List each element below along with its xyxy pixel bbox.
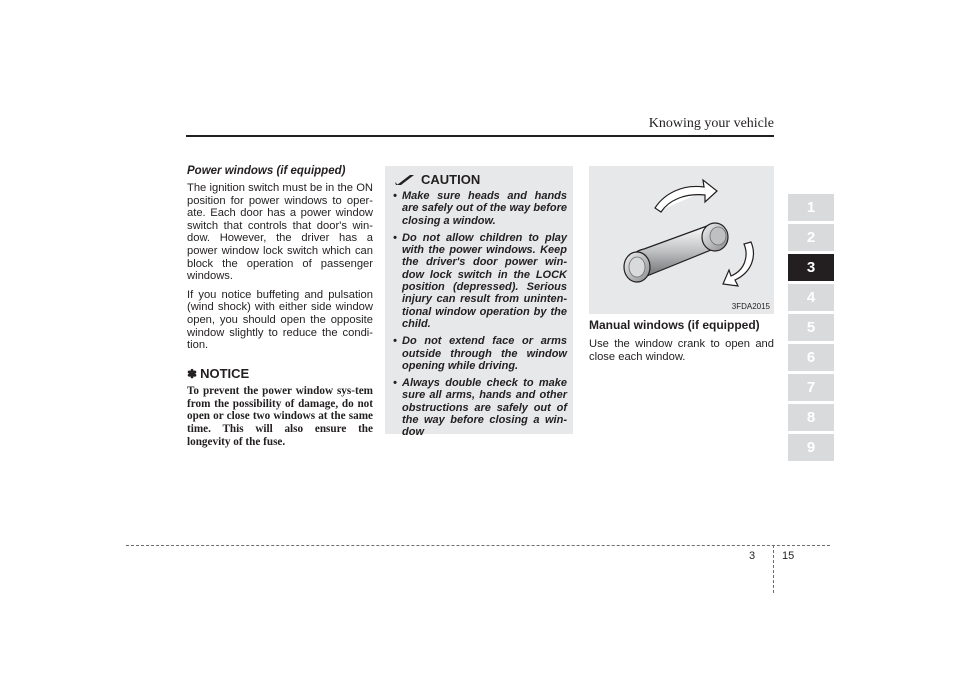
footer-divider — [773, 545, 774, 593]
section-heading: Manual windows (if equipped) — [589, 318, 760, 332]
caution-list — [393, 190, 567, 444]
bullet-icon: • — [393, 377, 397, 390]
chapter-tab-9[interactable]: 9 — [788, 434, 834, 461]
notice-heading — [187, 366, 373, 381]
chapter-tab-7[interactable]: 7 — [788, 374, 834, 401]
bullet-icon: • — [393, 190, 397, 202]
power-windows-section — [187, 165, 373, 449]
caution-pencil-icon — [395, 174, 417, 186]
manual-windows-section — [589, 318, 774, 369]
page-chapter: 3 — [749, 550, 756, 562]
chapter-tab-3[interactable]: 3 — [788, 254, 834, 281]
chapter-tab-4[interactable]: 4 — [788, 284, 834, 311]
header-rule — [186, 135, 774, 137]
footer-rule — [126, 545, 830, 546]
paragraph: The ignition switch must be in the ON position for power windows to oper-ate. Each door has a power window switch that controls that door's win-dow. However, the driver has a power window lock switch which can block the operation of passenger windows. — [187, 182, 373, 283]
caution-item: • Always double check to make sure all arms, hands and other obstructions are safely out of the way before closing a win-dow — [393, 377, 567, 439]
figure-code: 3FDA2015 — [731, 302, 770, 311]
chapter-tab-6[interactable]: 6 — [788, 344, 834, 371]
bullet-icon: • — [393, 335, 397, 348]
header-title: Knowing your vehicle — [648, 116, 774, 131]
notice-star-icon: ✽ — [187, 366, 198, 381]
notice-body: To prevent the power window sys-tem from the possibility of damage, do not open or close two windows at the same time. This will also ensure the longevity of the fuse. — [187, 384, 373, 448]
caution-title: CAUTION — [421, 172, 481, 187]
bullet-icon: • — [393, 231, 397, 244]
caution-item: • Do not extend face or arms outside through the window opening while driving. — [393, 335, 567, 372]
chapter-tabs — [788, 194, 834, 464]
paragraph: If you notice buffeting and pulsation (wind shock) with either side window open, you should open the opposite window slightly to reduce the condi-tion. — [187, 288, 373, 352]
chapter-tab-5[interactable]: 5 — [788, 314, 834, 341]
window-crank-illustration-icon — [589, 166, 774, 314]
caution-heading — [395, 172, 480, 187]
chapter-tab-8[interactable]: 8 — [788, 404, 834, 431]
chapter-tab-1[interactable]: 1 — [788, 194, 834, 221]
chapter-tab-2[interactable]: 2 — [788, 224, 834, 251]
caution-item: • Do not allow children to play with the power windows. Keep the driver's door power win-dow lock switch in the LOCK position (depressed). Serious injury can result from uninten-tional window operation by the child. — [393, 231, 567, 330]
window-crank-figure — [589, 166, 774, 314]
caution-box — [385, 166, 573, 439]
notice-title: NOTICE — [200, 365, 250, 381]
section-title: Power windows (if equipped) — [187, 165, 346, 177]
paragraph: Use the window crank to open and close each window. — [589, 338, 774, 363]
page-number: 15 — [782, 550, 795, 562]
caution-item: • Make sure heads and hands are safely out of the way before closing a window. — [393, 190, 567, 227]
